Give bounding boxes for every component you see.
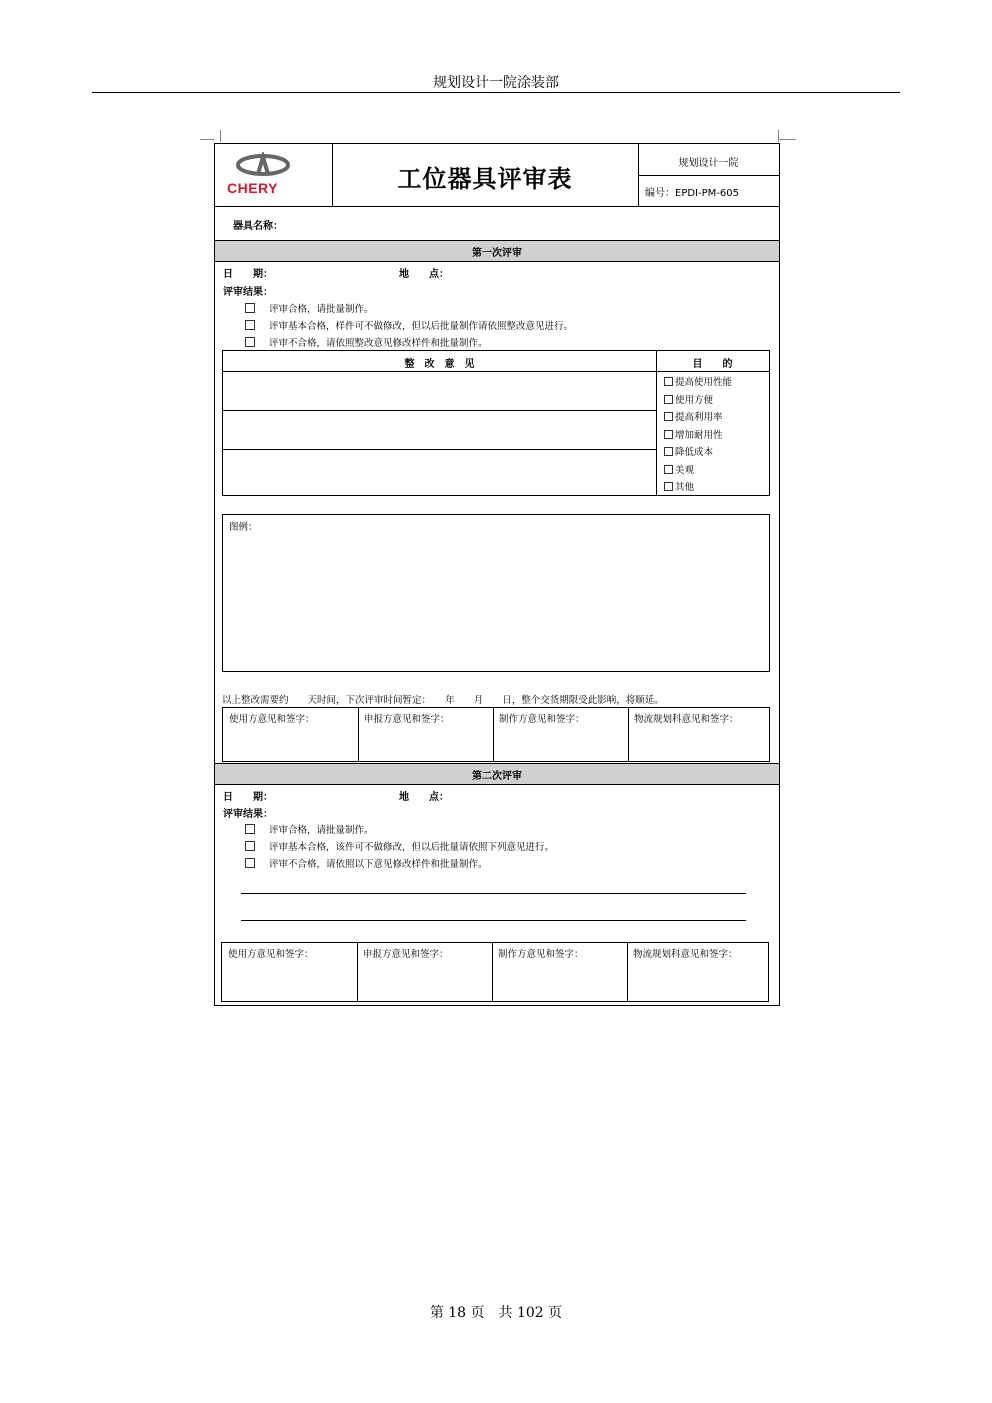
round1-header-bar: [215, 240, 779, 262]
round2-option: 评审基本合格，该件可不做修改，但以后批量请依照下列意见进行。: [245, 839, 554, 853]
signature-cell[interactable]: 物流规划科意见和签字：: [634, 714, 739, 725]
round2-option: 评审合格，请批量制作。: [245, 822, 374, 836]
opinion-write-line[interactable]: [241, 893, 746, 894]
round1-signature-table: [222, 707, 770, 762]
round1-option: 评审不合格，请依照整改意见修改样件和批量制作。: [245, 335, 488, 349]
signature-cell[interactable]: 使用方意见和签字：: [228, 949, 314, 960]
page-footer: 第 18 页 共 102 页: [429, 1305, 563, 1321]
round2-header: 第二次评审: [472, 771, 522, 782]
signature-cell[interactable]: 使用方意见和签字：: [229, 714, 315, 725]
signature-cell[interactable]: 申报方意见和签字：: [364, 714, 450, 725]
chery-logo: [225, 152, 325, 198]
checkbox[interactable]: [245, 824, 255, 834]
checkbox[interactable]: [245, 841, 255, 851]
checkbox[interactable]: [664, 447, 673, 456]
purpose-item[interactable]: 美观: [664, 462, 732, 480]
signature-cell[interactable]: 物流规划科意见和签字：: [633, 949, 738, 960]
crop-mark: [778, 130, 779, 142]
checkbox[interactable]: [664, 412, 673, 421]
round2-result-label: 评审结果：: [223, 809, 273, 820]
round1-location-label: 地 点：: [399, 269, 449, 280]
crop-mark: [200, 139, 214, 140]
fixture-name-label: 器具名称：: [233, 221, 283, 232]
purpose-item[interactable]: 提高使用性能: [664, 374, 732, 392]
checkbox[interactable]: [245, 320, 255, 330]
checkbox[interactable]: [245, 303, 255, 313]
checkbox[interactable]: [245, 858, 255, 868]
illustration-box[interactable]: [222, 514, 770, 672]
round1-result-label: 评审结果：: [223, 287, 273, 298]
schedule-note: 以上整改需要约 天时间，下次评审时间暂定： 年 月 日，整个交货期限受此影响，将顺延。: [222, 695, 664, 706]
signature-cell[interactable]: 制作方意见和签字：: [499, 714, 585, 725]
purpose-item[interactable]: 使用方便: [664, 392, 732, 410]
purpose-item[interactable]: 提高利用率: [664, 409, 732, 427]
opinion-table: [222, 350, 770, 496]
purpose-header: 目 的: [692, 359, 733, 370]
review-form: [214, 143, 780, 1006]
round1-date-label: 日 期：: [223, 269, 273, 280]
purpose-item[interactable]: 增加耐用性: [664, 427, 732, 445]
opinion-write-line[interactable]: [241, 920, 746, 921]
round2-signature-table: [221, 942, 769, 1002]
form-code: 编号：EPDI-PM-605: [645, 188, 739, 199]
header-rule: [92, 92, 900, 93]
purpose-item[interactable]: 其他: [664, 479, 732, 497]
checkbox[interactable]: [664, 465, 673, 474]
signature-cell[interactable]: 制作方意见和签字：: [498, 949, 584, 960]
checkbox[interactable]: [664, 395, 673, 404]
checkbox[interactable]: [245, 337, 255, 347]
form-title: 工位器具评审表: [397, 165, 573, 193]
round1-header: 第一次评审: [472, 248, 522, 259]
signature-cell[interactable]: 申报方意见和签字：: [363, 949, 449, 960]
checkbox[interactable]: [664, 430, 673, 439]
crop-mark: [220, 130, 221, 142]
chery-wordmark: CHERY: [227, 180, 278, 196]
round2-location-label: 地 点：: [399, 792, 449, 803]
opinion-header: 整 改 意 见: [404, 359, 475, 370]
round2-option: 评审不合格，请依照以下意见修改样件和批量制作。: [245, 856, 488, 870]
checkbox[interactable]: [664, 482, 673, 491]
crop-mark: [778, 139, 796, 140]
page-header: 规划设计一院涂装部: [433, 75, 559, 91]
round2-date-label: 日 期：: [223, 792, 273, 803]
checkbox[interactable]: [664, 377, 673, 386]
illustration-label: 图例：: [229, 522, 258, 533]
round1-option: 评审基本合格，样件可不做修改，但以后批量制作请依照整改意见进行。: [245, 318, 573, 332]
purpose-list: [664, 374, 732, 497]
round1-option: 评审合格，请批量制作。: [245, 301, 374, 315]
purpose-item[interactable]: 降低成本: [664, 444, 732, 462]
round2-header-bar: [215, 763, 779, 785]
department-label: 规划设计一院: [678, 158, 739, 169]
